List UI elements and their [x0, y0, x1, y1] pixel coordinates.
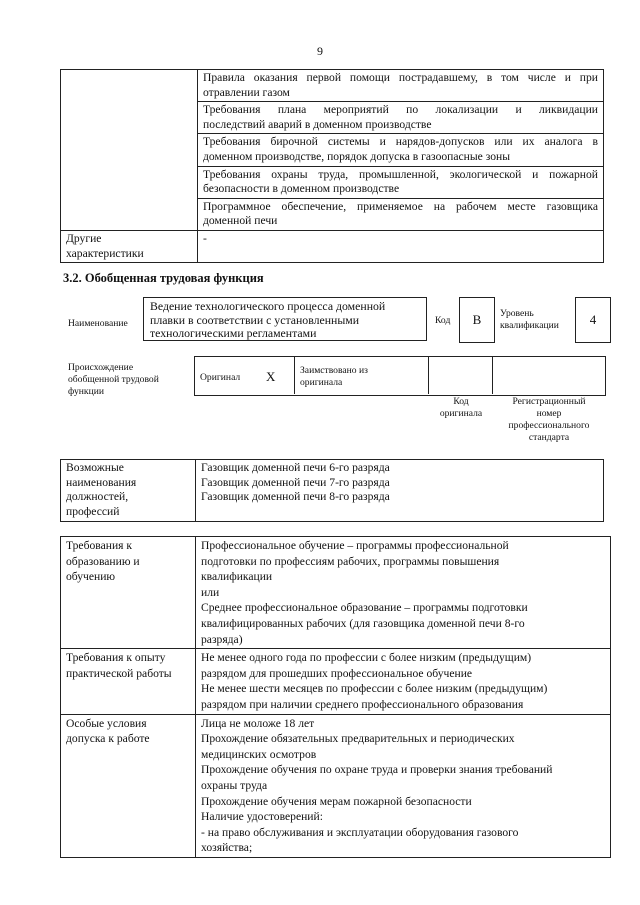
label-line: Требования к опыту: [66, 651, 166, 665]
reg-number-label: [494, 396, 604, 444]
cell-line: разрядом для прошедших профессиональное обучение: [201, 666, 473, 680]
origin-label-line: функции: [68, 386, 104, 397]
code-label: Код: [435, 315, 451, 326]
label-line: наименования: [66, 475, 137, 489]
cell-line: Правила оказания первой помощи пострадавшему, в том числе и при: [203, 71, 598, 84]
cell-line: Профессиональное обучение – программы профессиональной: [201, 539, 509, 552]
level-label-line: квалификации: [500, 320, 559, 331]
knowledge-table: [60, 69, 604, 263]
name-line: Ведение технологического процесса доменной: [150, 299, 386, 313]
page-number: 9: [317, 44, 323, 58]
code-original-line: Код: [453, 396, 469, 407]
label-line: Особые условия: [66, 716, 147, 730]
level-label: [500, 308, 559, 332]
cell-line: Газовщик доменной печи 8-го разряда: [201, 490, 390, 504]
label-line: должностей,: [66, 490, 129, 504]
table-cell: [198, 166, 604, 198]
table-cell: [196, 714, 611, 857]
cell-line: Прохождение обучения мерам пожарной безопасности: [201, 794, 472, 808]
cell-line: Газовщик доменной печи 7-го разряда: [201, 475, 390, 489]
table-row: [61, 460, 604, 522]
borrowed-label-line: оригинала: [300, 377, 343, 388]
label-line: Требования к: [66, 539, 133, 552]
label-line: образованию и: [66, 554, 140, 568]
origin-divider: [428, 356, 429, 394]
row-label: [61, 649, 196, 714]
cell-line: Не менее одного года по профессии с более низким (предыдущим): [201, 651, 532, 665]
reg-number-line: номер: [536, 408, 562, 419]
cell-line: - на право обслуживания и эксплуатации оборудования газового: [201, 825, 519, 839]
table-cell: [196, 649, 611, 714]
cell-line: безопасности в доменном производстве: [203, 182, 400, 196]
name-label: Наименование: [68, 318, 128, 329]
label-line: Другие: [66, 231, 102, 245]
cell-line: или: [201, 585, 220, 599]
cell-line: Газовщик доменной печи 6-го разряда: [201, 461, 390, 474]
positions-table: [60, 459, 604, 522]
cell-line: разряда): [201, 632, 243, 646]
name-value-box: [143, 297, 427, 341]
reg-number-line: стандарта: [528, 432, 570, 443]
code-original-label: [430, 396, 492, 420]
cell-line: Прохождение обязательных предварительных и периодических: [201, 732, 515, 746]
borrowed-label-line: Заимствовано из: [300, 365, 368, 376]
section-title: 3.2. Обобщенная трудовая функция: [63, 271, 264, 285]
cell-line: Наличие удостоверений:: [201, 810, 323, 824]
table-row: [61, 714, 611, 857]
table-cell: [198, 134, 604, 166]
table-row: [61, 537, 611, 649]
origin-label: [68, 362, 159, 398]
cell-line: квалификации: [201, 570, 273, 584]
cell-line: охраны труда: [201, 778, 268, 792]
empty-cell: [61, 70, 198, 231]
label-line: профессий: [66, 505, 120, 519]
cell-line: Не менее шести месяцев по профессии с более низким (предыдущим): [201, 682, 548, 696]
table-cell: [198, 102, 604, 134]
label-line: практической работы: [66, 666, 172, 680]
cell-line: подготовки по профессиям рабочих, программы повышения: [201, 554, 500, 568]
table-cell: [198, 198, 604, 230]
original-mark: X: [266, 369, 276, 384]
table-cell: [198, 70, 604, 102]
cell-line: -: [203, 231, 207, 245]
cell-line: Программное обеспечение, применяемое на рабочем месте газовщика: [203, 199, 598, 213]
code-original-line: оригинала: [439, 408, 483, 419]
cell-line: медицинских осмотров: [201, 747, 317, 761]
level-value-box: [575, 297, 611, 343]
table-cell: [196, 537, 611, 649]
cell-line: Требования охраны труда, промышленной, экологической и пожарной: [203, 167, 598, 181]
name-line: плавки в соответствии с установленными: [150, 312, 360, 327]
label-line: обучению: [66, 570, 116, 584]
code-value: B: [472, 312, 482, 327]
label-line: характеристики: [66, 246, 144, 260]
cell-line: последствий аварий в доменном производстве: [203, 117, 432, 131]
cell-line: Требования плана мероприятий по локализации и ликвидации: [203, 103, 598, 117]
row-label: [61, 230, 198, 262]
cell-line: Требования бирочной системы и нарядов-допусков или их аналога в: [203, 135, 598, 149]
origin-label-line: обобщенной трудовой: [68, 374, 159, 385]
level-label-line: Уровень: [500, 308, 534, 319]
table-cell: [198, 230, 604, 262]
original-label: Оригинал: [200, 372, 241, 383]
cell-line: разрядом при наличии среднего профессионального образования: [201, 697, 524, 711]
requirements-table: [60, 536, 611, 858]
label-line: Возможные: [66, 461, 124, 474]
row-label: [61, 537, 196, 649]
origin-table: [194, 356, 606, 396]
cell-line: Лица не моложе 18 лет: [201, 716, 315, 730]
reg-number-line: профессионального: [508, 420, 590, 431]
label-line: допуска к работе: [66, 732, 150, 746]
borrowed-label: [300, 365, 368, 389]
cell-line: доменном производстве, порядок допуска в газоопасные зоны: [203, 149, 510, 163]
cell-line: Среднее профессиональное образование – программы подготовки: [201, 601, 528, 615]
cell-line: Прохождение обучения по охране труда и проверки знания требований: [201, 763, 553, 777]
table-row: [61, 649, 611, 714]
name-line: технологическими регламентами: [150, 326, 317, 340]
table-cell: [196, 460, 604, 522]
origin-label-line: Происхождение: [68, 362, 134, 373]
origin-divider: [492, 356, 493, 394]
level-value: 4: [589, 312, 597, 327]
table-row: [61, 230, 604, 262]
cell-line: доменной печи: [203, 214, 278, 228]
row-label: [61, 460, 196, 522]
cell-line: хозяйства;: [201, 841, 253, 855]
cell-line: отравлении газом: [203, 85, 290, 99]
row-label: [61, 714, 196, 857]
code-value-box: [459, 297, 495, 343]
reg-number-line: Регистрационный: [512, 396, 586, 407]
table-row: [61, 70, 604, 102]
cell-line: квалифицированных рабочих (для газовщика доменной печи 8-го: [201, 616, 525, 630]
origin-divider: [294, 356, 295, 394]
